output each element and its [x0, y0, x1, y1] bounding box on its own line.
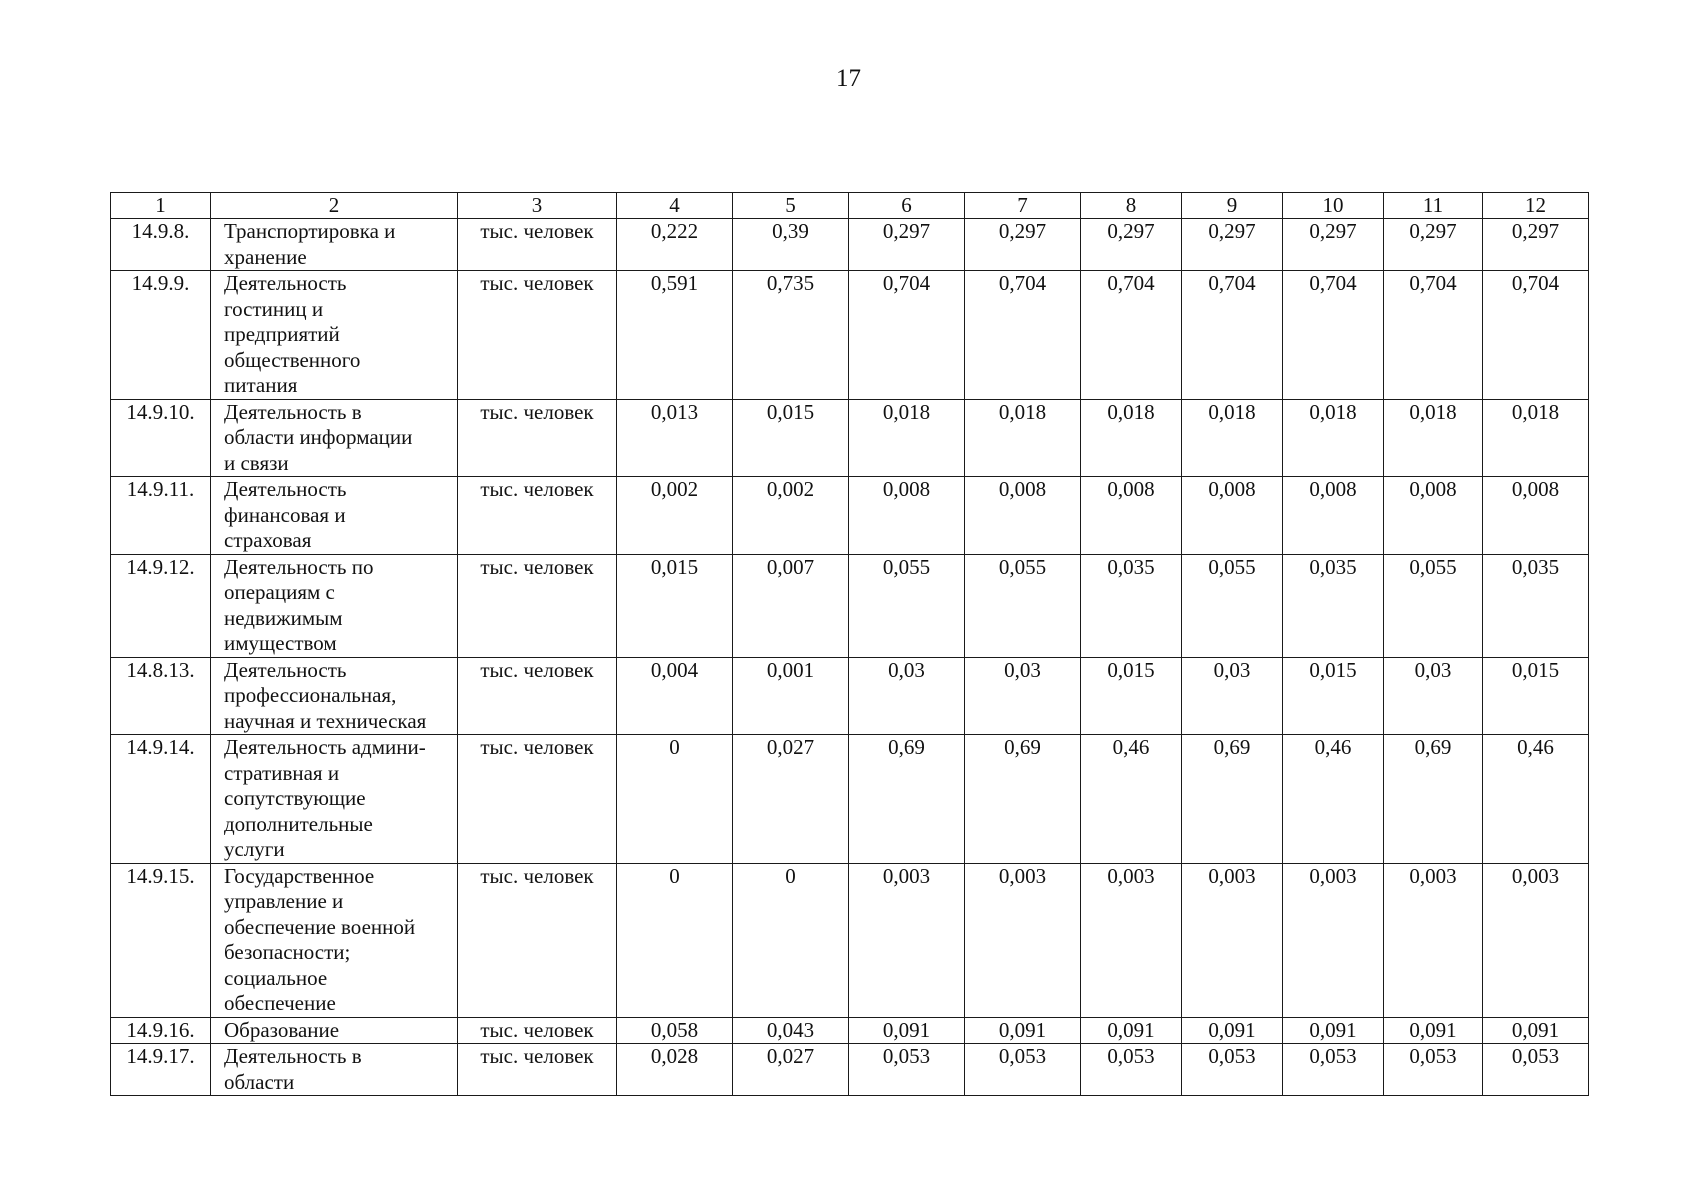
row-name-cell: Деятельность админи- стративная и сопутствующие дополнительные услуги — [211, 735, 458, 864]
value-cell: 0,053 — [1081, 1044, 1182, 1096]
value-cell: 0,704 — [1283, 271, 1384, 400]
value-cell: 0,69 — [965, 735, 1081, 864]
value-cell: 0,704 — [1483, 271, 1589, 400]
table-body — [111, 219, 1589, 1096]
value-cell: 0,03 — [1182, 657, 1283, 735]
value-cell: 0,053 — [1182, 1044, 1283, 1096]
value-cell: 0,003 — [1483, 863, 1589, 1017]
value-cell: 0,053 — [1283, 1044, 1384, 1096]
row-number-cell: 14.9.8. — [111, 219, 211, 271]
row-number-cell: 14.9.10. — [111, 399, 211, 477]
value-cell: 0,018 — [965, 399, 1081, 477]
row-name-cell: Деятельность в области информации и связи — [211, 399, 458, 477]
unit-cell: тыс. человек — [458, 1044, 617, 1096]
column-header: 9 — [1182, 193, 1283, 219]
header-row — [111, 193, 1589, 219]
table-row — [111, 657, 1589, 735]
value-cell: 0,015 — [617, 554, 733, 657]
value-cell: 0,004 — [617, 657, 733, 735]
value-cell: 0,46 — [1081, 735, 1182, 864]
value-cell: 0,008 — [1483, 477, 1589, 555]
value-cell: 0,015 — [1483, 657, 1589, 735]
value-cell: 0,297 — [1483, 219, 1589, 271]
value-cell: 0,297 — [965, 219, 1081, 271]
value-cell: 0,018 — [1182, 399, 1283, 477]
value-cell: 0,028 — [617, 1044, 733, 1096]
row-number-cell: 14.9.17. — [111, 1044, 211, 1096]
value-cell: 0,008 — [1182, 477, 1283, 555]
row-number-cell: 14.8.13. — [111, 657, 211, 735]
value-cell: 0,003 — [849, 863, 965, 1017]
table-row — [111, 735, 1589, 864]
value-cell: 0,053 — [1483, 1044, 1589, 1096]
unit-cell: тыс. человек — [458, 219, 617, 271]
value-cell: 0,055 — [965, 554, 1081, 657]
unit-cell: тыс. человек — [458, 1017, 617, 1044]
value-cell: 0,018 — [1384, 399, 1483, 477]
value-cell: 0,015 — [1283, 657, 1384, 735]
value-cell: 0,058 — [617, 1017, 733, 1044]
row-number-cell: 14.9.12. — [111, 554, 211, 657]
value-cell: 0,001 — [733, 657, 849, 735]
value-cell: 0,018 — [849, 399, 965, 477]
row-name-cell: Государственное управление и обеспечение военной безопасности; социальное обеспечение — [211, 863, 458, 1017]
column-header: 1 — [111, 193, 211, 219]
value-cell: 0,03 — [965, 657, 1081, 735]
column-header: 5 — [733, 193, 849, 219]
value-cell: 0,297 — [1081, 219, 1182, 271]
value-cell: 0,297 — [1182, 219, 1283, 271]
value-cell: 0,222 — [617, 219, 733, 271]
column-header: 10 — [1283, 193, 1384, 219]
value-cell: 0,003 — [1182, 863, 1283, 1017]
value-cell: 0,008 — [1081, 477, 1182, 555]
unit-cell: тыс. человек — [458, 554, 617, 657]
row-name-cell: Образование — [211, 1017, 458, 1044]
value-cell: 0,03 — [1384, 657, 1483, 735]
value-cell: 0,704 — [1384, 271, 1483, 400]
value-cell: 0,091 — [1483, 1017, 1589, 1044]
value-cell: 0,053 — [1384, 1044, 1483, 1096]
data-table — [110, 192, 1589, 1096]
value-cell: 0,027 — [733, 735, 849, 864]
unit-cell: тыс. человек — [458, 477, 617, 555]
value-cell: 0,03 — [849, 657, 965, 735]
value-cell: 0,043 — [733, 1017, 849, 1044]
value-cell: 0,027 — [733, 1044, 849, 1096]
value-cell: 0,002 — [733, 477, 849, 555]
value-cell: 0,013 — [617, 399, 733, 477]
value-cell: 0,007 — [733, 554, 849, 657]
table-row — [111, 554, 1589, 657]
table-row — [111, 1044, 1589, 1096]
value-cell: 0,091 — [965, 1017, 1081, 1044]
value-cell: 0,091 — [849, 1017, 965, 1044]
row-name-cell: Деятельность профессиональная, научная и техническая — [211, 657, 458, 735]
value-cell: 0,091 — [1081, 1017, 1182, 1044]
value-cell: 0,704 — [849, 271, 965, 400]
value-cell: 0,053 — [849, 1044, 965, 1096]
value-cell: 0,008 — [849, 477, 965, 555]
value-cell: 0,003 — [965, 863, 1081, 1017]
value-cell: 0,69 — [1384, 735, 1483, 864]
row-name-cell: Деятельность по операциям с недвижимым имуществом — [211, 554, 458, 657]
value-cell: 0,015 — [733, 399, 849, 477]
unit-cell: тыс. человек — [458, 271, 617, 400]
value-cell: 0,018 — [1081, 399, 1182, 477]
row-number-cell: 14.9.16. — [111, 1017, 211, 1044]
value-cell: 0,008 — [1384, 477, 1483, 555]
unit-cell: тыс. человек — [458, 399, 617, 477]
value-cell: 0,091 — [1283, 1017, 1384, 1044]
value-cell: 0,002 — [617, 477, 733, 555]
value-cell: 0,46 — [1283, 735, 1384, 864]
column-header: 12 — [1483, 193, 1589, 219]
table-row — [111, 399, 1589, 477]
value-cell: 0,704 — [965, 271, 1081, 400]
value-cell: 0,091 — [1182, 1017, 1283, 1044]
value-cell: 0 — [617, 863, 733, 1017]
column-header: 7 — [965, 193, 1081, 219]
value-cell: 0,055 — [1182, 554, 1283, 657]
row-number-cell: 14.9.15. — [111, 863, 211, 1017]
value-cell: 0,035 — [1081, 554, 1182, 657]
value-cell: 0,69 — [1182, 735, 1283, 864]
row-number-cell: 14.9.14. — [111, 735, 211, 864]
table-row — [111, 271, 1589, 400]
column-header: 4 — [617, 193, 733, 219]
value-cell: 0,035 — [1483, 554, 1589, 657]
value-cell: 0,003 — [1081, 863, 1182, 1017]
value-cell: 0,018 — [1483, 399, 1589, 477]
row-name-cell: Деятельность в области — [211, 1044, 458, 1096]
unit-cell: тыс. человек — [458, 863, 617, 1017]
table-row — [111, 863, 1589, 1017]
value-cell: 0,735 — [733, 271, 849, 400]
value-cell: 0,003 — [1384, 863, 1483, 1017]
page-number: 17 — [836, 65, 861, 92]
value-cell: 0 — [733, 863, 849, 1017]
value-cell: 0,003 — [1283, 863, 1384, 1017]
column-header: 11 — [1384, 193, 1483, 219]
table-row — [111, 1017, 1589, 1044]
value-cell: 0,297 — [849, 219, 965, 271]
value-cell: 0,297 — [1384, 219, 1483, 271]
row-number-cell: 14.9.11. — [111, 477, 211, 555]
value-cell: 0,018 — [1283, 399, 1384, 477]
value-cell: 0 — [617, 735, 733, 864]
value-cell: 0,008 — [1283, 477, 1384, 555]
unit-cell: тыс. человек — [458, 657, 617, 735]
value-cell: 0,297 — [1283, 219, 1384, 271]
value-cell: 0,053 — [965, 1044, 1081, 1096]
table-row — [111, 219, 1589, 271]
column-header: 3 — [458, 193, 617, 219]
unit-cell: тыс. человек — [458, 735, 617, 864]
value-cell: 0,091 — [1384, 1017, 1483, 1044]
value-cell: 0,055 — [1384, 554, 1483, 657]
value-cell: 0,704 — [1182, 271, 1283, 400]
value-cell: 0,035 — [1283, 554, 1384, 657]
row-number-cell: 14.9.9. — [111, 271, 211, 400]
value-cell: 0,591 — [617, 271, 733, 400]
column-header: 8 — [1081, 193, 1182, 219]
value-cell: 0,69 — [849, 735, 965, 864]
value-cell: 0,39 — [733, 219, 849, 271]
column-header: 2 — [211, 193, 458, 219]
value-cell: 0,704 — [1081, 271, 1182, 400]
table-row — [111, 477, 1589, 555]
column-header: 6 — [849, 193, 965, 219]
row-name-cell: Деятельность гостиниц и предприятий общественного питания — [211, 271, 458, 400]
value-cell: 0,46 — [1483, 735, 1589, 864]
row-name-cell: Деятельность финансовая и страховая — [211, 477, 458, 555]
value-cell: 0,055 — [849, 554, 965, 657]
value-cell: 0,008 — [965, 477, 1081, 555]
value-cell: 0,015 — [1081, 657, 1182, 735]
row-name-cell: Транспортировка и хранение — [211, 219, 458, 271]
